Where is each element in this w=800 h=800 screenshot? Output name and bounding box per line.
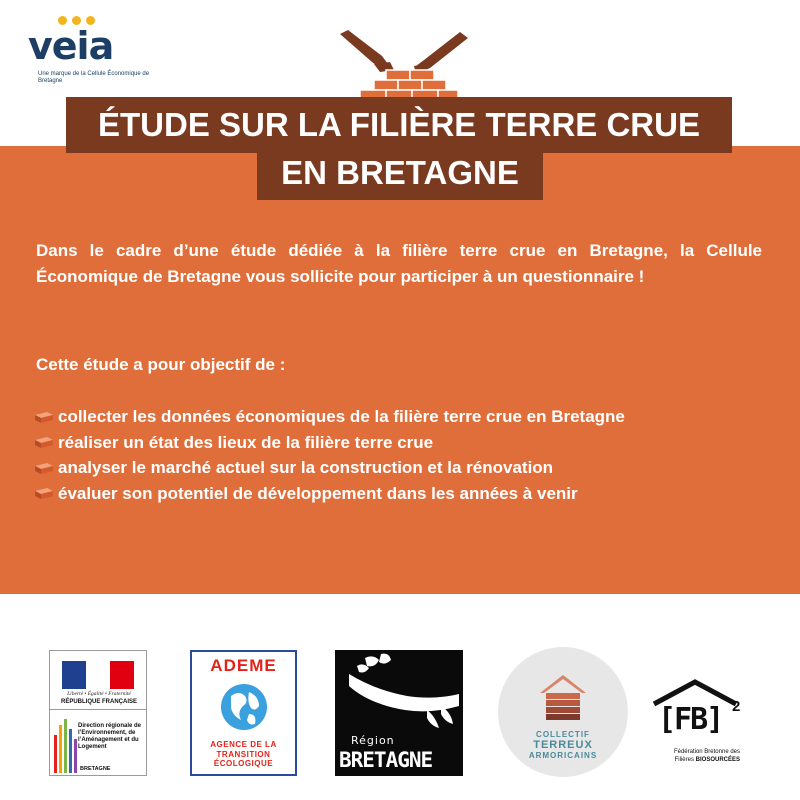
fb2-description: Fédération Bretonne des Filières BIOSOURCÉES (673, 749, 740, 763)
globe-icon (219, 682, 269, 732)
objectives-title: Cette étude a pour objectif de : (36, 355, 286, 374)
bretagne-label: BRETAGNE (339, 748, 433, 772)
region-bretagne-logo (335, 650, 463, 776)
page-title-line2: EN BRETAGNE (257, 149, 543, 200)
collectif-line2: TERREUX (533, 739, 593, 751)
dreal-label: Direction régionale de l’Environnement, de l’Aménagement et du Logement (78, 723, 142, 750)
intro-paragraph: Dans le cadre d’une étude dédiée à la filière terre crue en Bretagne, la Cellule Économique de Bretagne vous sollicite pour participer à un questionnaire ! (36, 241, 762, 286)
ademe-name: ADEME (210, 656, 277, 675)
hands-bricks-illustration (330, 26, 470, 106)
region-label: Région (351, 734, 395, 747)
veia-tagline: Une marque de la Cellule Économique de Bretagne (38, 71, 150, 84)
objective-text: réaliser un état des lieux de la filière terre crue (58, 432, 434, 452)
prefecture-bretagne-logo (49, 650, 147, 776)
page-title-line1: ÉTUDE SUR LA FILIÈRE TERRE CRUE (66, 97, 732, 153)
collectif-line3: ARMORICAINS (528, 751, 598, 760)
ermine-flag-icon (335, 650, 463, 734)
fb2-superscript: 2 (732, 698, 741, 715)
french-flag-icon (62, 661, 134, 689)
veia-logo (28, 14, 158, 84)
brick-icon (34, 410, 54, 424)
brick-icon (34, 486, 54, 500)
list-item (34, 404, 625, 430)
fb2-mark: [FB] (658, 702, 723, 737)
dreal-region: BRETAGNE (80, 766, 111, 772)
dreal-bars-icon (53, 715, 77, 773)
objective-text: collecter les données économiques de la filière terre crue en Bretagne (58, 407, 625, 426)
veia-wordmark: veia (28, 24, 114, 68)
collectif-terreux-armoricains-logo (498, 647, 628, 777)
collectif-line1: COLLECTIF (536, 730, 590, 739)
brick-icon (34, 461, 54, 475)
layered-house-icon (538, 673, 588, 723)
objective-text: évaluer son potentiel de développement dans les années à venir (58, 483, 578, 503)
republic-label: RÉPUBLIQUE FRANÇAISE (60, 699, 137, 705)
republic-motto: Liberté • Égalité • Fraternité (67, 691, 131, 697)
list-item (34, 430, 625, 456)
logo-divider (50, 709, 146, 710)
brick-icon (34, 435, 54, 449)
list-item (34, 455, 625, 481)
ademe-subtitle: AGENCE DE LA TRANSITION ÉCOLOGIQUE (210, 740, 277, 768)
objective-text: analyser le marché actuel sur la construction et la rénovation (58, 458, 554, 477)
objectives-list (34, 404, 625, 506)
list-item (34, 481, 625, 507)
ademe-logo (190, 650, 297, 776)
fb2-logo (650, 678, 760, 778)
